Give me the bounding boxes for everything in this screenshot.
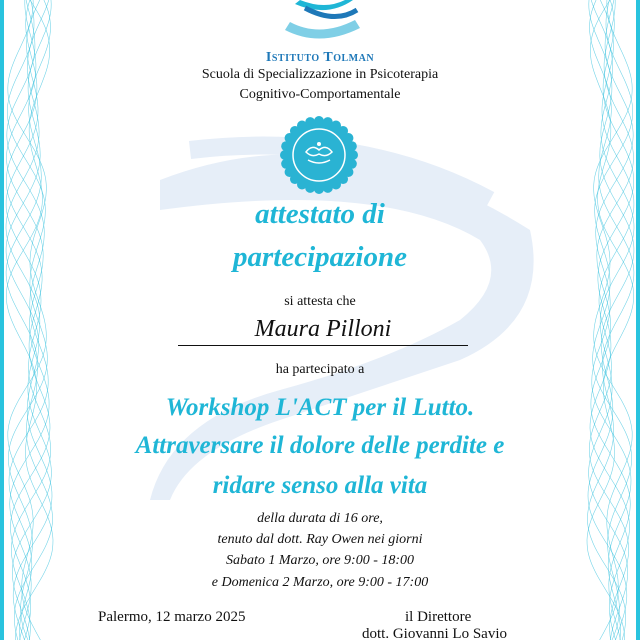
institute-subtitle-line1: Scuola di Specializzazione in Psicoterapia: [201, 67, 439, 82]
place-date: Palermo, 12 marzo 2025: [98, 609, 246, 625]
tolman-logo-icon: [265, 0, 375, 48]
institute-subtitle-line2: Cognitivo-Comportamentale: [239, 87, 401, 102]
certificate-title-line1: attestato di: [255, 198, 385, 230]
attests-label: si attesta che: [284, 294, 356, 309]
schedule-day2: e Domenica 2 Marzo, ore 9:00 - 17:00: [211, 575, 429, 590]
director-label: il Direttore: [405, 609, 472, 625]
ornamental-seal-icon: [278, 114, 360, 196]
participant-name: Maura Pilloni: [178, 316, 468, 346]
instructor-text: tenuto dal dott. Ray Owen nei giorni: [217, 532, 423, 547]
director-name: dott. Giovanni Lo Savio: [362, 626, 507, 642]
duration-text: della durata di 16 ore,: [257, 511, 383, 526]
workshop-title-line2: Attraversare il dolore delle perdite e: [135, 432, 505, 459]
institute-name: Istituto Tolman: [265, 50, 375, 65]
certificate-title-line2: partecipazione: [233, 241, 407, 273]
schedule-day1: Sabato 1 Marzo, ore 9:00 - 18:00: [225, 553, 415, 568]
workshop-title-line3: ridare senso alla vita: [212, 472, 428, 499]
workshop-title-line1: Workshop L'ACT per il Lutto.: [165, 394, 475, 421]
participated-label: ha partecipato a: [275, 362, 365, 377]
